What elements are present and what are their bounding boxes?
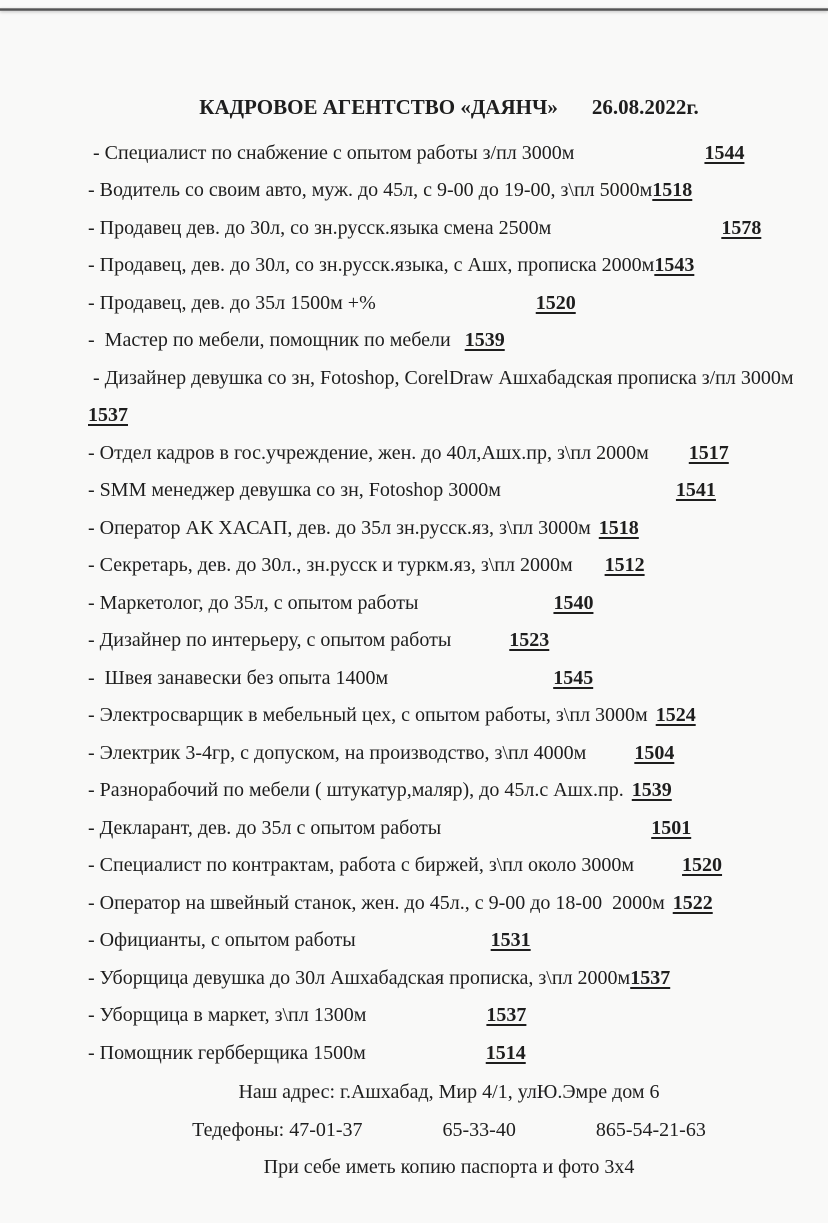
job-text: - Электросварщик в мебельный цех, с опытом работы, з\пл 3000м [88,704,648,726]
job-listing-row [88,735,810,773]
tab-spacer [388,683,553,684]
job-code: 1524 [655,704,696,726]
job-code: 1517 [688,441,729,464]
job-text: - Продавец, дев. до 30л, со зн.русск.языка, с Ашх, прописка 2000м [88,254,655,276]
job-listing-row [88,960,810,998]
job-text: - Официанты, с опытом работы [88,929,356,951]
job-text: - Декларант, дев. до 35л с опытом работы [88,816,442,839]
job-listing-row [88,585,810,623]
job-code: 1537 [486,1004,527,1026]
job-text: - Секретарь, дев. до 30л., зн.русск и туркм.яз, з\пл 2000м [88,554,573,576]
phone-number-1: 47-01-37 [289,1118,363,1141]
job-code: 1539 [464,329,505,351]
job-listing-row [88,810,810,848]
tab-spacer [441,833,651,834]
tab-spacer [794,383,802,384]
tab-spacer [574,158,704,159]
job-code: 1522 [672,891,713,914]
job-listing-row [88,847,810,885]
tab-spacer [418,608,553,609]
tab-spacer [451,645,509,646]
tab-spacer [665,908,673,909]
job-text: - Разнорабочий по мебели ( штукатур,маляр), до 45л.с Ашх.пр. [88,779,624,801]
job-listing-row [88,247,810,285]
job-listing-row [88,210,810,248]
document-footer [88,1074,810,1187]
phone-number-2: 65-33-40 [442,1118,516,1141]
tab-spacer [634,870,682,871]
tab-spacer [573,570,605,571]
job-text: - Отдел кадров в гос.учреждение, жен. до 40л,Ашх.пр, з\пл 2000м [88,441,649,464]
job-listing-row [88,1035,810,1073]
job-text: - Помощник гербберщика 1500м [88,1041,366,1064]
page-title [88,89,810,127]
tab-spacer [551,233,721,234]
tab-spacer [376,308,536,309]
job-code: 1520 [682,854,723,876]
tab-spacer [624,795,632,796]
job-text: - Электрик 3-4гр, с допуском, на производство, з\пл 4000м [88,741,587,764]
document-page [88,11,810,1187]
job-listing-row [88,435,810,473]
job-code: 1578 [721,216,762,239]
job-code: 1512 [604,554,645,576]
job-listing-row [88,922,810,960]
job-code: 1514 [485,1041,526,1064]
job-text: - Продавец дев. до 30л, со зн.русск.языка смена 2500м [88,216,552,239]
job-text: - Водитель со своим авто, муж. до 45л, с 9-00 до 19-00, з\пл 5000м [88,179,653,201]
job-code: 1518 [598,516,639,539]
job-code: 1541 [675,479,716,501]
job-text: - Оператор на швейный станок, жен. до 45л., с 9-00 до 18-00 2000м [88,891,665,914]
job-code: 1545 [553,666,594,689]
tab-spacer [648,720,656,721]
job-listing-row [88,360,810,435]
document-date: 26.08.2022г. [591,95,699,119]
phone-number-3: 865-54-21-63 [595,1118,706,1141]
tab-spacer [591,533,599,534]
tab-spacer [366,1020,486,1021]
job-code: 1543 [654,254,695,276]
job-text: - Дизайнер по интерьеру, с опытом работы [88,629,452,651]
job-listing-row [88,322,810,360]
job-text: - Уборщица в маркет, з\пл 1300м [88,1004,367,1026]
tab-spacer [356,945,491,946]
tab-spacer [366,1058,486,1059]
job-code: 1520 [535,291,576,314]
job-code: 1537 [88,404,128,426]
job-code: 1518 [652,179,693,201]
job-listing-row [88,135,810,173]
note-line: При себе иметь копию паспорта и фото 3х4 [263,1156,635,1178]
job-listing-row [88,772,810,810]
phone-group [192,1112,362,1150]
tab-spacer [501,495,676,496]
job-text: - Продавец, дев. до 35л 1500м +% [88,291,376,314]
address-line: Наш адрес: г.Ашхабад, Мир 4/1, улЮ.Эмре дом 6 [238,1081,660,1103]
job-text: - Маркетолог, до 35л, с опытом работы [88,591,419,614]
job-listing-row [88,547,810,585]
job-code: 1531 [490,929,531,951]
job-text: - Мастер по мебели, помощник по мебели [88,329,451,351]
job-listing-row [88,172,810,210]
tab-spacer [586,758,634,759]
job-listing-row [88,472,810,510]
job-list [88,135,810,1073]
job-text: - Дизайнер девушка со зн, Fotoshop, CorelDraw Ашхабадская прописка з/пл 3000м [88,366,794,389]
job-code: 1544 [704,141,745,164]
tab-spacer [451,345,465,346]
job-text: - SMM менеджер девушка со зн, Fotoshop 3000м [88,479,501,501]
job-code: 1523 [509,629,550,651]
job-code: 1504 [634,741,675,764]
job-listing-row [88,660,810,698]
job-code: 1540 [553,591,594,614]
job-code: 1501 [651,816,692,839]
job-listing-row [88,285,810,323]
job-code: 1539 [631,779,672,801]
job-listing-row [88,997,810,1035]
job-text: - Оператор АК ХАСАП, дев. до 35л зн.русск.яз, з\пл 3000м [88,516,591,539]
job-text: - Специалист по снабжение с опытом работы з/пл 3000м [88,141,575,164]
job-text: - Специалист по контрактам, работа с биржей, з\пл около 3000м [88,854,635,876]
job-listing-row [88,510,810,548]
job-text: - Швея занавески без опыта 1400м [88,666,389,689]
job-text: - Уборщица девушка до 30л Ашхабадская прописка, з\пл 2000м [88,966,631,989]
job-listing-row [88,697,810,735]
phones-line [88,1112,810,1150]
job-listing-row [88,622,810,660]
tab-spacer [649,458,689,459]
phones-label: Тедефоны: [192,1118,285,1141]
job-listing-row [88,885,810,923]
agency-title: КАДРОВОЕ АГЕНТСТВО «ДАЯНЧ» [199,95,558,119]
job-code: 1537 [630,966,671,989]
